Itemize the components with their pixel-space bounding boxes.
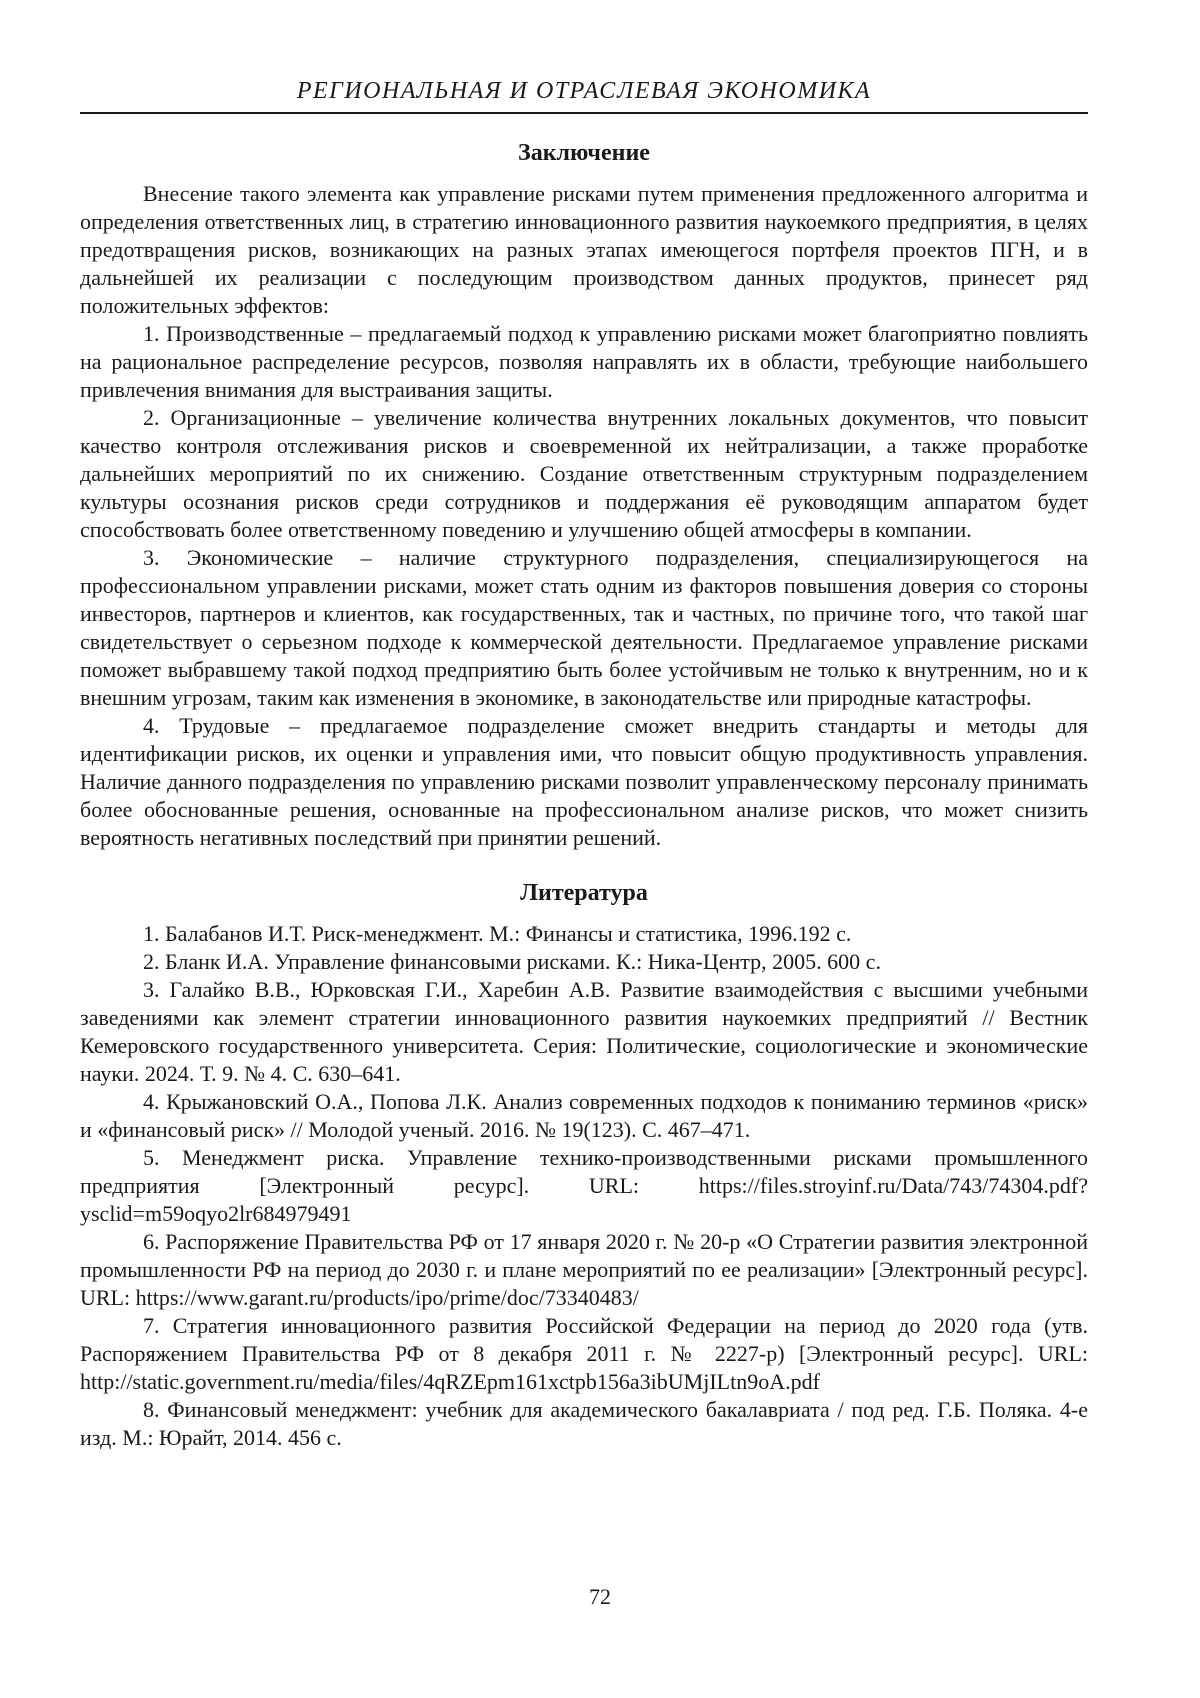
page-number: 72 (589, 1584, 611, 1609)
header-rule (80, 112, 1088, 114)
references-heading: Литература (520, 880, 648, 906)
conclusion-paragraph-production: 1. Производственные – предлагаемый подход к управлению рисками может благоприятно повлиять на рациональное распределение ресурсов, позволяя направлять их в области, требующие наибольшего привлечения внимания для выстраивания защиты. (80, 321, 1088, 402)
running-header: РЕГИОНАЛЬНАЯ И ОТРАСЛЕВАЯ ЭКОНОМИКА (296, 78, 872, 104)
conclusion-paragraph-organizational: 2. Организационные – увеличение количества внутренних локальных документов, что повысит качество контроля отслеживания рисков и своевременной их нейтрализации, а также проработке дальнейших мероприятий по их снижению. Создание ответственным структурным подразделением культуры осознания рисков среди сотрудников и поддержания её руководящим аппаратом будет способствовать более ответственному поведению и улучшению общей атмосферы в компании. (80, 405, 1088, 542)
reference-item: 3. Галайко В.В., Юрковская Г.И., Харебин А.В. Развитие взаимодействия с высшими учебными заведениями как элемент стратегии инновационного развития наукоемких предприятий // Вестник Кемеровского государственного университета. Серия: Политические, социологические и экономические науки. 2024. Т. 9. № 4. С. 630–641. (80, 977, 1088, 1086)
text-block (80, 76, 1088, 1452)
reference-item: 7. Стратегия инновационного развития Российской Федерации на период до 2020 года (утв. Распоряжением Правительства РФ от 8 декабря 2011 г. № 2227-р) [Электронный ресурс]. URL: http://static.government.ru/media/files/4qRZEpm161xctpb156a3ibUMjILtn9oA.pdf (80, 1313, 1088, 1394)
conclusion-heading: Заключение (518, 140, 650, 166)
reference-item: 6. Распоряжение Правительства РФ от 17 января 2020 г. № 20-р «О Стратегии развития электронной промышленности РФ на период до 2030 г. и плане мероприятий по ее реализации» [Электронный ресурс]. URL: https://www.garant.ru/products/ipo/prime/doc/73340483/ (80, 1229, 1088, 1310)
conclusion-paragraph-economic: 3. Экономические – наличие структурного подразделения, специализирующегося на профессиональном управлении рисками, может стать одним из факторов повышения доверия со стороны инвесторов, партнеров и клиентов, как государственных, так и частных, по причине того, что такой шаг свидетельствует о серьезном подходе к коммерческой деятельности. Предлагаемое управление рисками поможет выбравшему такой подход предприятию быть более устойчивым не только к внутренним, но и к внешним угрозам, таким как изменения в экономике, в законодательстве или природные катастрофы. (80, 545, 1088, 710)
conclusion-paragraph-labor: 4. Трудовые – предлагаемое подразделение сможет внедрить стандарты и методы для идентификации рисков, их оценки и управления ими, что повысит общую продуктивность управления. Наличие данного подразделения по управлению рисками позволит управленческому персоналу принимать более обоснованные решения, основанные на профессиональном анализе рисков, что может снизить вероятность негативных последствий при принятии решений. (80, 713, 1088, 850)
reference-item: 5. Менеджмент риска. Управление технико-производственными рисками промышленного предприятия [Электронный ресурс]. URL: https://files.stroyinf.ru/Data/743/74304.pdf?ysclid=m59oqyo2lr684979491 (80, 1145, 1088, 1226)
reference-item: 8. Финансовый менеджмент: учебник для академического бакалавриата / под ред. Г.Б. Поляка. 4-е изд. М.: Юрайт, 2014. 456 с. (80, 1397, 1088, 1450)
reference-item: 4. Крыжановский О.А., Попова Л.К. Анализ современных подходов к пониманию терминов «риск» и «финансовый риск» // Молодой ученый. 2016. № 19(123). С. 467–471. (80, 1089, 1088, 1142)
conclusion-paragraph-intro: Внесение такого элемента как управление рисками путем применения предложенного алгоритма и определения ответственных лиц, в стратегию инновационного развития наукоемкого предприятия, в целях предотвращения рисков, возникающих на разных этапах имеющегося портфеля проектов ПГН, и в дальнейшей их реализации с последующим производством данных продуктов, принесет ряд положительных эффектов: (80, 181, 1088, 318)
reference-item: 1. Балабанов И.Т. Риск-менеджмент. М.: Финансы и статистика, 1996.192 с. (143, 921, 852, 946)
reference-item: 2. Бланк И.А. Управление финансовыми рисками. К.: Ника-Центр, 2005. 600 с. (143, 949, 881, 974)
